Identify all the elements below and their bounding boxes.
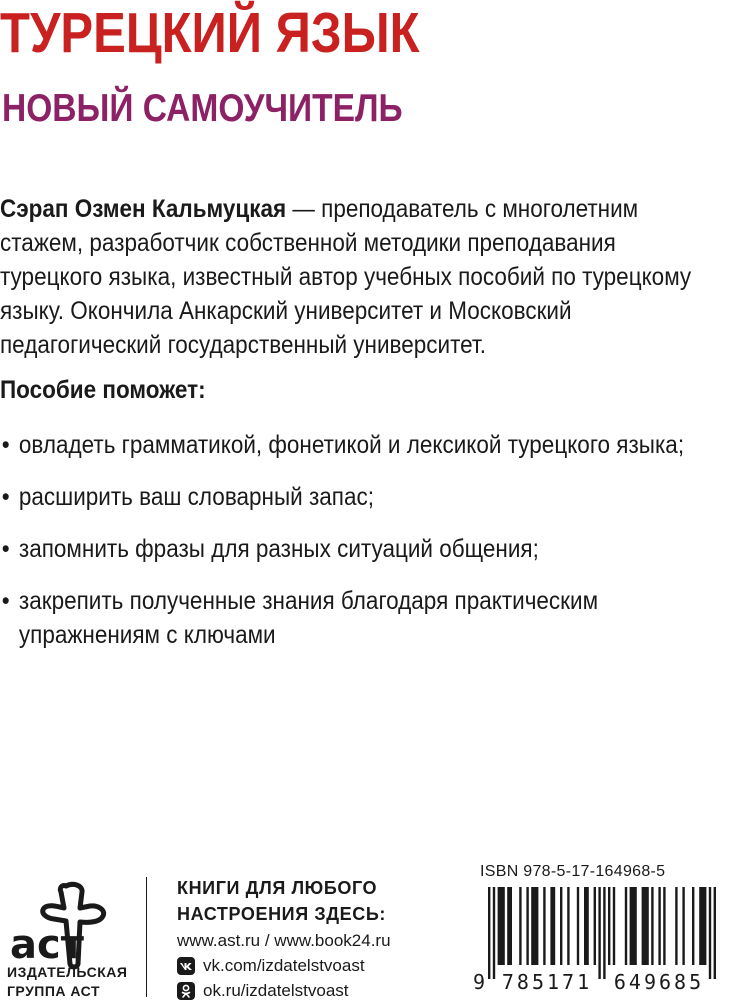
bullet-icon: •	[1, 483, 10, 511]
barcode-bar	[699, 887, 706, 965]
barcode-bar	[625, 887, 627, 965]
barcode-right-digits: 649685	[613, 970, 705, 994]
book-subtitle: НОВЫЙ САМОУЧИТЕЛЬ	[2, 87, 403, 130]
barcode-first-digit: 9	[473, 970, 486, 994]
footer-divider	[146, 877, 147, 997]
bullet-icon: •	[1, 535, 10, 563]
websites-row	[177, 928, 391, 953]
barcode-bar	[608, 887, 610, 965]
barcode-bar	[682, 887, 684, 965]
publisher-line-1: ИЗДАТЕЛЬСКАЯ	[7, 964, 128, 980]
barcode-bar	[613, 887, 615, 965]
barcode-bar	[692, 887, 694, 965]
helps-heading: Пособие поможет:	[0, 376, 206, 404]
barcode-bar	[642, 887, 649, 965]
bio-line-4: языку. Окончила Анкарский университет и Московский	[0, 297, 572, 325]
slogan-line-2: НАСТРОЕНИЯ ЗДЕСЬ:	[177, 904, 386, 924]
barcode-left-digits: 785171	[501, 970, 593, 994]
bio-line-1-rest: — преподаватель с многолетним	[286, 195, 639, 223]
barcode-bar	[658, 887, 660, 965]
barcode-bar	[531, 887, 538, 965]
barcode-bar	[577, 887, 579, 965]
barcode-bar	[594, 887, 596, 965]
barcode-bar	[543, 887, 545, 965]
odnoklassniki-icon	[177, 982, 195, 1000]
list-item-text: запомнить фразы для разных ситуаций общения;	[18, 535, 539, 563]
slogan-line-1: КНИГИ ДЛЯ ЛЮБОГО	[177, 878, 378, 898]
isbn-label: ISBN 978-5-17-164968-5	[480, 863, 666, 880]
barcode-bar	[560, 887, 562, 965]
ok-row	[177, 978, 391, 1003]
vk-icon	[177, 957, 195, 975]
list-item-text-continued: упражнениям с ключами	[18, 621, 276, 649]
benefits-list	[0, 428, 742, 670]
book-title: ТУРЕЦКИЙ ЯЗЫК	[0, 1, 420, 65]
author-name: Сэрап Озмен Кальмуцкая	[0, 195, 287, 223]
list-item	[0, 480, 668, 514]
barcode-bar	[675, 887, 677, 965]
barcode-bar	[519, 887, 521, 965]
vk-link[interactable]: vk.com/izdatelstvoast	[203, 956, 365, 975]
bio-line-1	[0, 192, 668, 226]
list-item	[0, 584, 668, 652]
bullet-icon: •	[1, 587, 10, 615]
barcode-bar	[507, 887, 512, 965]
barcode-bar	[550, 887, 555, 965]
ok-link[interactable]: ok.ru/izdatelstvoast	[203, 981, 349, 1000]
logo-text: аст	[10, 922, 84, 968]
barcode-bar	[498, 887, 505, 965]
barcode-digits	[471, 966, 735, 996]
vk-row	[177, 953, 391, 978]
bio-line-5: педагогический государственный университет.	[0, 331, 486, 359]
bullet-icon: •	[1, 431, 10, 459]
publisher-caption	[7, 963, 127, 1001]
barcode-bar	[651, 887, 653, 965]
footer-links	[177, 928, 391, 1003]
barcode-bar	[567, 887, 569, 965]
barcode-bar	[663, 887, 665, 965]
barcode-bar	[584, 887, 589, 965]
publisher-line-2: ГРУППА АСТ	[7, 983, 100, 999]
bio-line-3: турецкого языка, известный автор учебных пособий по турецкому	[0, 263, 692, 291]
list-item	[0, 532, 668, 566]
list-item	[0, 428, 685, 462]
list-item-text: расширить ваш словарный запас;	[18, 483, 374, 511]
list-item-text: овладеть грамматикой, фонетикой и лексикой турецкого языка;	[18, 431, 685, 459]
barcode-bar	[526, 887, 528, 965]
author-bio	[0, 192, 742, 362]
list-item-text: закрепить полученные знания благодаря практическим	[18, 587, 599, 615]
bio-line-2: стажем, разработчик собственной методики преподавания	[0, 229, 616, 257]
websites-link[interactable]: www.ast.ru / www.book24.ru	[177, 931, 391, 950]
barcode-bar	[630, 887, 637, 965]
footer-slogan	[177, 875, 386, 927]
